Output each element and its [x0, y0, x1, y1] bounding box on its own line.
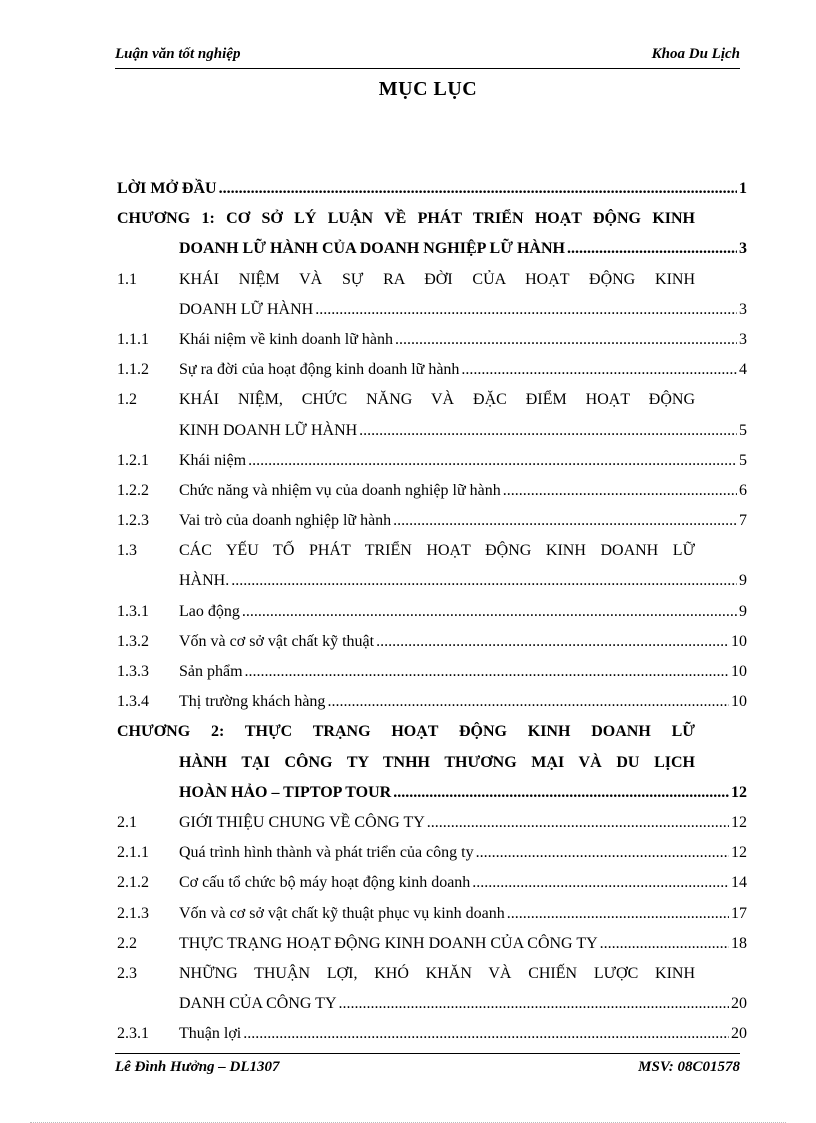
toc-entry-text: Chức năng và nhiệm vụ của doanh nghiệp lữ hành — [179, 481, 501, 499]
toc-entry-number: 1.2.1 — [117, 451, 149, 469]
toc-entry-text: DANH CỦA CÔNG TY — [179, 995, 337, 1013]
toc-entry-page: 10 — [731, 632, 747, 650]
toc-entry-page: 1 — [739, 180, 747, 197]
page-header — [115, 44, 740, 69]
dot-leader — [395, 331, 737, 349]
dot-leader — [600, 935, 729, 953]
dot-leader — [219, 180, 737, 198]
toc-entry-page: 4 — [739, 361, 747, 379]
toc-entry-text: Khái niệm về kinh doanh lữ hành — [179, 330, 393, 348]
toc-entry-text: Lao động — [179, 602, 240, 620]
toc-entry-page: 10 — [731, 663, 747, 681]
toc-entry[interactable] — [117, 870, 747, 900]
toc-entry-page: 12 — [731, 814, 747, 832]
toc-entry-number: 1.3.3 — [117, 663, 149, 681]
page-title: MỤC LỤC — [378, 78, 478, 100]
toc-entry-page: 12 — [731, 783, 747, 801]
dot-leader — [248, 452, 737, 470]
dot-leader — [507, 905, 729, 923]
toc-entry[interactable] — [117, 659, 747, 689]
toc-entry-text: CÁC YẾU TỐ PHÁT TRIỂN HOẠT ĐỘNG KINH DOANH LỮ — [179, 542, 695, 560]
toc-entry-number: 2.2 — [117, 934, 137, 952]
dot-leader — [327, 693, 729, 711]
toc-entry-text: THỰC TRẠNG HOẠT ĐỘNG KINH DOANH CỦA CÔNG TY — [179, 934, 598, 952]
toc-entry[interactable] — [117, 478, 747, 508]
dot-leader — [242, 603, 737, 621]
toc-entry-number: 1.3.4 — [117, 693, 149, 711]
toc-entry[interactable] — [117, 689, 747, 719]
page-footer — [115, 1053, 740, 1078]
toc-entry[interactable] — [117, 719, 747, 810]
dot-leader — [461, 361, 737, 379]
toc-entry[interactable] — [117, 599, 747, 629]
toc-entry-text: NHỮNG THUẬN LỢI, KHÓ KHĂN VÀ CHIẾN LƯỢC KINH — [179, 964, 695, 982]
toc-entry-number: 1.2.3 — [117, 512, 149, 530]
toc-entry-page: 20 — [731, 995, 747, 1013]
toc-entry[interactable] — [117, 357, 747, 387]
toc-entry-number: 1.3.1 — [117, 602, 149, 620]
toc-entry-number: 1.2 — [117, 391, 137, 409]
toc-entry-text: DOANH LỮ HÀNH CỦA DOANH NGHIỆP LỮ HÀNH — [179, 240, 565, 258]
toc-entry[interactable] — [117, 176, 747, 206]
toc-entry-page: 7 — [739, 512, 747, 530]
footer-left: Lê Đình Hưởng – DL1307 — [115, 1059, 280, 1075]
dot-leader — [503, 482, 737, 500]
toc-entry[interactable] — [117, 629, 747, 659]
toc-entry-text: Vai trò của doanh nghiệp lữ hành — [179, 512, 392, 530]
toc-entry-page: 3 — [739, 240, 747, 258]
toc-entry-number: 2.1.2 — [117, 874, 149, 892]
toc-entry-number: 2.3.1 — [117, 1025, 149, 1043]
toc-entry[interactable] — [117, 267, 747, 327]
toc-entry-number: 1.2.2 — [117, 481, 149, 499]
toc-entry[interactable] — [117, 387, 747, 447]
toc-entry-text: Vốn và cơ sở vật chất kỹ thuật — [179, 632, 375, 650]
toc-entry-page: 9 — [739, 572, 747, 590]
toc-entry-page: 18 — [731, 934, 747, 952]
toc-entry-text: DOANH LỮ HÀNH — [179, 300, 314, 318]
toc-entry-text: Sự ra đời của hoạt động kinh doanh lữ hành — [179, 361, 460, 379]
toc-entry-number: 2.1 — [117, 814, 137, 832]
toc-entry-text: KHÁI NIỆM, CHỨC NĂNG VÀ ĐẶC ĐIỂM HOẠT ĐỘNG — [179, 391, 695, 409]
footer-right: MSV: 08C01578 — [638, 1059, 740, 1075]
toc-entry-page: 20 — [731, 1025, 747, 1043]
toc-entry-text: Cơ cấu tổ chức bộ máy hoạt động kinh doanh — [179, 874, 471, 892]
dot-leader — [231, 572, 737, 590]
toc-entry[interactable] — [117, 840, 747, 870]
dot-leader — [393, 512, 737, 530]
dot-leader — [567, 240, 737, 258]
toc-entry[interactable] — [117, 327, 747, 357]
toc-entry-text: Khái niệm — [179, 451, 247, 469]
dot-leader — [427, 814, 729, 832]
dot-leader — [472, 874, 729, 892]
dot-leader — [243, 1025, 729, 1043]
header-left: Luận văn tốt nghiệp — [115, 46, 241, 62]
toc-entry-page: 14 — [731, 874, 747, 892]
toc-entry-page: 3 — [739, 330, 747, 348]
dot-leader — [339, 995, 730, 1013]
dot-leader — [393, 784, 729, 802]
toc-entry-number: 1.3 — [117, 542, 137, 560]
dot-leader — [359, 422, 737, 440]
dot-leader — [376, 633, 729, 651]
toc-entry-page: 6 — [739, 481, 747, 499]
table-of-contents — [117, 176, 747, 1052]
toc-entry-text: CHƯƠNG 2: THỰC TRẠNG HOẠT ĐỘNG KINH DOANH LỮ — [117, 723, 695, 741]
toc-entry-page: 9 — [739, 602, 747, 620]
toc-entry-text: GIỚI THIỆU CHUNG VỀ CÔNG TY — [179, 814, 425, 832]
toc-entry[interactable] — [117, 810, 747, 840]
toc-entry-text: Thuận lợi — [179, 1025, 242, 1043]
toc-entry-number: 2.1.1 — [117, 844, 149, 862]
toc-entry-number: 1.3.2 — [117, 632, 149, 650]
toc-entry[interactable] — [117, 508, 747, 538]
toc-entry-text: LỜI MỞ ĐẦU — [117, 180, 217, 197]
toc-entry-page: 17 — [731, 904, 747, 922]
toc-entry-number: 1.1.2 — [117, 361, 149, 379]
toc-entry-page: 12 — [731, 844, 747, 862]
toc-entry-text: KINH DOANH LỮ HÀNH — [179, 421, 358, 439]
header-right: Khoa Du Lịch — [651, 46, 740, 62]
toc-entry[interactable] — [117, 1021, 747, 1051]
dot-leader — [476, 844, 729, 862]
dot-leader — [315, 301, 737, 319]
toc-entry-page: 5 — [739, 451, 747, 469]
toc-entry[interactable] — [117, 961, 747, 1021]
dot-leader — [245, 663, 729, 681]
toc-entry-text: Vốn và cơ sở vật chất kỹ thuật phục vụ kinh doanh — [179, 904, 505, 922]
toc-entry[interactable] — [117, 931, 747, 961]
toc-entry-page: 10 — [731, 693, 747, 711]
toc-entry-number: 1.1.1 — [117, 330, 149, 348]
toc-entry-number: 1.1 — [117, 270, 137, 288]
toc-entry-page: 3 — [739, 300, 747, 318]
toc-entry-text: Sản phẩm — [179, 663, 243, 681]
toc-entry-page: 5 — [739, 421, 747, 439]
toc-entry-number: 2.1.3 — [117, 904, 149, 922]
toc-entry[interactable] — [117, 206, 747, 266]
toc-entry[interactable] — [117, 901, 747, 931]
toc-entry-text: CHƯƠNG 1: CƠ SỞ LÝ LUẬN VỀ PHÁT TRIỂN HOẠT ĐỘNG KINH — [117, 210, 695, 228]
toc-entry-text: HÀNH TẠI CÔNG TY TNHH THƯƠNG MẠI VÀ DU LỊCH — [179, 753, 695, 771]
toc-entry[interactable] — [117, 538, 747, 598]
toc-entry-text: HÀNH. — [179, 572, 230, 590]
toc-entry-text: KHÁI NIỆM VÀ SỰ RA ĐỜI CỦA HOẠT ĐỘNG KINH — [179, 270, 695, 288]
toc-entry-text: HOÀN HẢO – TIPTOP TOUR — [179, 783, 392, 801]
toc-entry[interactable] — [117, 448, 747, 478]
toc-entry-text: Quá trình hình thành và phát triển của công ty — [179, 844, 474, 862]
toc-entry-number: 2.3 — [117, 964, 137, 982]
toc-entry-text: Thị trường khách hàng — [179, 693, 326, 711]
